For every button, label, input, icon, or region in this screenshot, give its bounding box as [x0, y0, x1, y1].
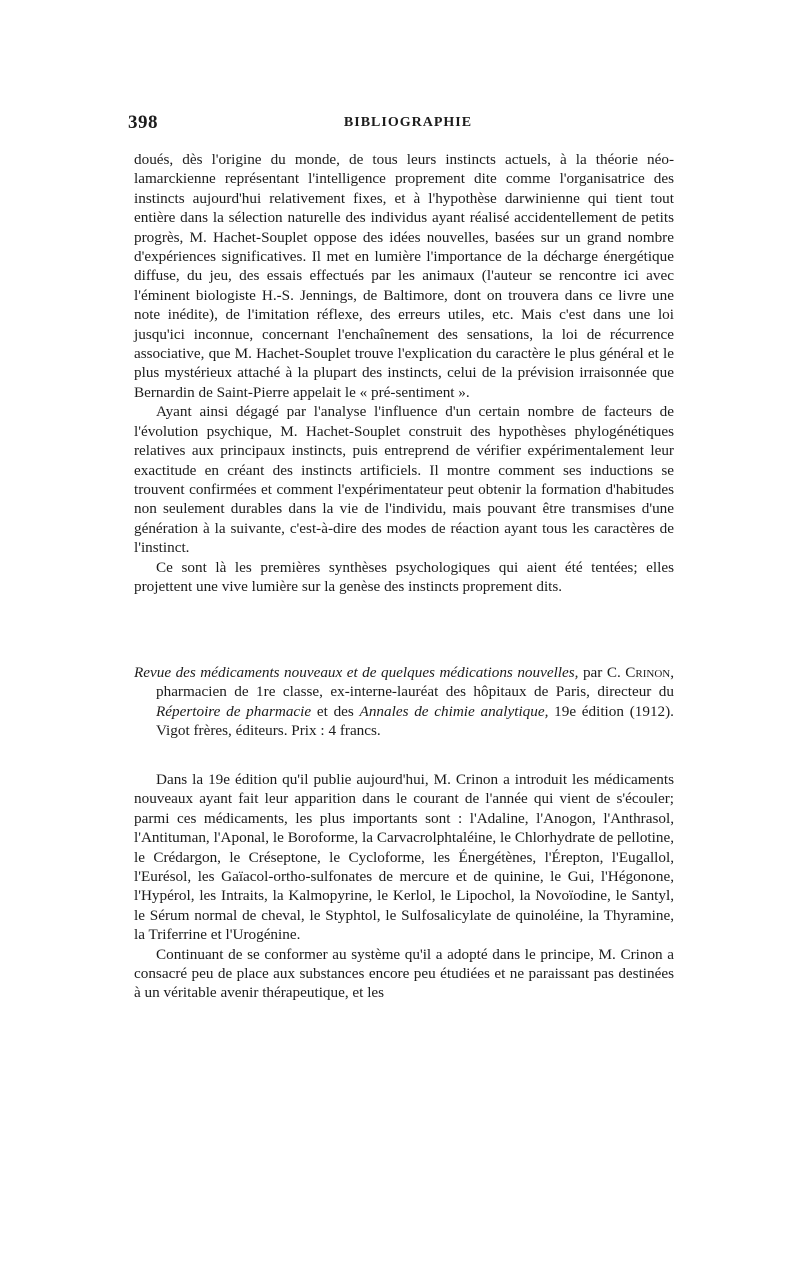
- paragraph-3: Ce sont là les premières synthèses psychologiques qui aient été tentées; elles projettent une vive lumière sur la genèse des instincts proprement dits.: [134, 558, 674, 595]
- review-details-2: et des: [316, 702, 354, 720]
- review-by: par: [582, 664, 603, 681]
- review-details-3: 19e édition (1912). Vigot frères, éditeurs. Prix : 4 francs.: [156, 702, 674, 740]
- text-block-2: [134, 770, 674, 1003]
- review-entry: [134, 663, 674, 741]
- text-block-1: [134, 150, 674, 596]
- review-paragraph-2: Continuant de se conformer au système qu'il a adopté dans le principe, M. Crinon a consacré peu de place aux substances encore peu étudiées et ne paraissant pas destinées à un véritable avenir thérapeutique, et les: [134, 945, 674, 1002]
- running-head: BIBLIOGRAPHIE: [343, 115, 473, 130]
- review-book-title: Revue des médicaments nouveaux et de quelques médications nouvelles,: [134, 664, 579, 681]
- paragraph-2: Ayant ainsi dégagé par l'analyse l'influence d'un certain nombre de facteurs de l'évolution psychique, M. Hachet-Souplet construit des hypothèses phylogénétiques relatives aux principaux instincts, puis entreprend de vérifier expérimentalement leur exactitude en créant des instincts artificiels. Il montre comment ses inductions se trouvent confirmées et comment l'expérimentateur peut obtenir la formation d'habitudes non seulement durables dans la vie de l'individu, mais pouvant être transmises d'une génération à la suivante, c'est-à-dire des modes de réaction ayant tous les caractères de l'instinct.: [134, 403, 674, 557]
- paragraph-1: doués, dès l'origine du monde, de tous leurs instincts actuels, à la théorie néo-lamarckienne représentant l'intelligence proprement dite comme l'organisatrice des instincts aujourd'hui relativement fixes, et à l'hypothèse darwinienne qui tient tout entière dans la sélection naturelle des individus ayant réalisé accidentellement de petits progrès, M. Hachet-Souplet oppose des idées nouvelles, basées sur un grand nombre d'expériences significatives. Il met en lumière l'importance de la décharge énergétique diffuse, du jeu, des essais effectués par les animaux (l'auteur se rencontre ici avec l'éminent biologiste H.-S. Jennings, de Baltimore, dont on trouvera dans ce livre une note inédite), de l'imitation réflexe, des erreurs utiles, etc. Mais c'est dans une loi jusqu'ici inconnue, concernant l'enchaînement des sensations, la loi de récurrence associative, que M. Hachet-Souplet trouve l'explication du caractère le plus général et le plus mystérieux attaché à la plupart des instincts, celui de la prévision irraisonnée que Bernardin de Saint-Pierre appelait le « pré-sentiment ».: [134, 151, 674, 401]
- review-citation: [134, 663, 674, 741]
- review-paragraph-1: Dans la 19e édition qu'il publie aujourd'hui, M. Crinon a introduit les médicaments nouveaux ayant fait leur apparition dans le courant de l'année qui vient de s'écouler; parmi ces médicaments, les plus importants sont : l'Adaline, l'Anogon, l'Anthrasol, l'Antituman, l'Aponal, le Boroforme, la Carvacrolphtaléine, le Chlorhydrate de pellotine, le Crédargon, le Créseptone, le Cycloforme, les Énergétènes, l'Érepton, l'Eugallol, l'Eurésol, les Gaïacol-ortho-sulfonates de mercure et de quinine, le Gui, l'Hégonone, l'Hypérol, les Intraits, la Kalmopyrine, le Kerlol, le Lipochol, la Novoïodine, le Santyl, le Sérum normal de cheval, le Styphtol, le Sulfosalicylate de quinoléine, la Thyramine, la Triferrine et l'Urogénine.: [134, 771, 674, 944]
- page-number: 398: [128, 112, 158, 133]
- page-header: [128, 112, 688, 136]
- review-details-1: pharmacien de 1re classe, ex-interne-lauréat des hôpitaux de Paris, directeur du: [156, 683, 674, 701]
- review-author: C. Crinon,: [606, 664, 675, 681]
- review-journal-1: Répertoire de pharmacie: [156, 702, 312, 720]
- review-journal-2: Annales de chimie analytique,: [359, 702, 549, 720]
